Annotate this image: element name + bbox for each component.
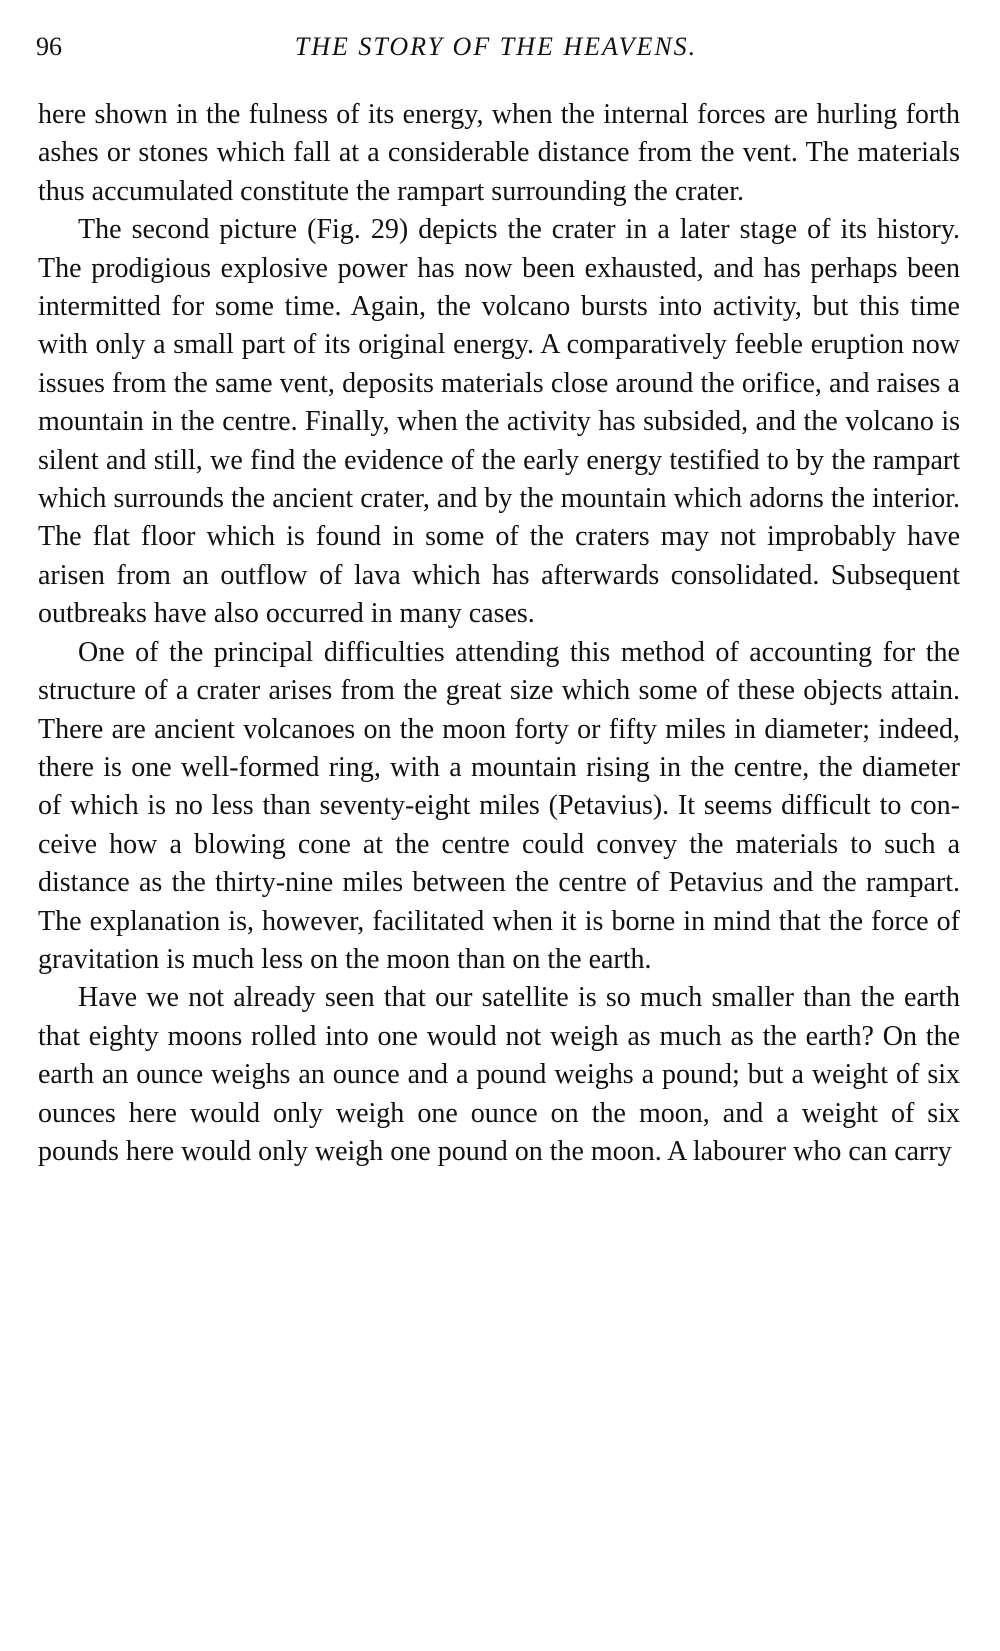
paragraph-3: One of the principal difficulties attending this method of accounting for the structure of a crater arises from the great size which some of these objects attain. There are ancient volcanoes on the moon forty or fifty miles in diameter; indeed, there is one well-formed ring, with a mountain rising in the centre, the diameter of which is no less than seventy-eight miles (Petavius). It seems difficult to conceive how a blowing cone at the centre could convey the materials to such a distance as the thirty-nine miles between the centre of Petavius and the rampart. The explanation is, however, facilitated when it is borne in mind that the force of gravitation is much less on the moon than on the earth. — [38, 636, 960, 975]
body-text — [38, 96, 960, 1171]
book-title: THE STORY OF THE HEAVENS. — [294, 32, 698, 61]
paragraph-2: The second picture (Fig. 29) depicts the crater in a later stage of its history. The prodigious explosive power has now been exhausted, and has perhaps been intermitted for some time. Again, the volcano bursts into activity, but this time with only a small part of its original energy. A comparatively feeble eruption now issues from the same vent, deposits materials close around the orifice, and raises a mountain in the centre. Finally, when the activity has subsided, and the volcano is silent and still, we find the evidence of the early energy testified to by the rampart which surrounds the ancient crater, and by the mountain which adorns the interior. The flat floor which is found in some of the craters may not improbably have arisen from an outflow of lava which has afterwards consolidated. Subsequent outbreaks have also occurred in many cases. — [38, 214, 960, 630]
paragraph-1: here shown in the fulness of its energy, when the internal forces are hurling forth ashes or stones which fall at a considerable distance from the vent. The materials thus accumulated constitute the rampart surrounding the crater. — [38, 99, 960, 207]
paragraph-4: Have we not already seen that our satellite is so much smaller than the earth that eighty moons rolled into one would not weigh as much as the earth? On the earth an ounce weighs an ounce and a pound weighs a pound; but a weight of six ounces here would only weigh one ounce on the moon, and a weight of six pounds here would only weigh one pound on the moon. A labourer who can carry — [38, 982, 960, 1167]
page-number: 96 — [36, 32, 62, 61]
running-head — [36, 30, 956, 74]
